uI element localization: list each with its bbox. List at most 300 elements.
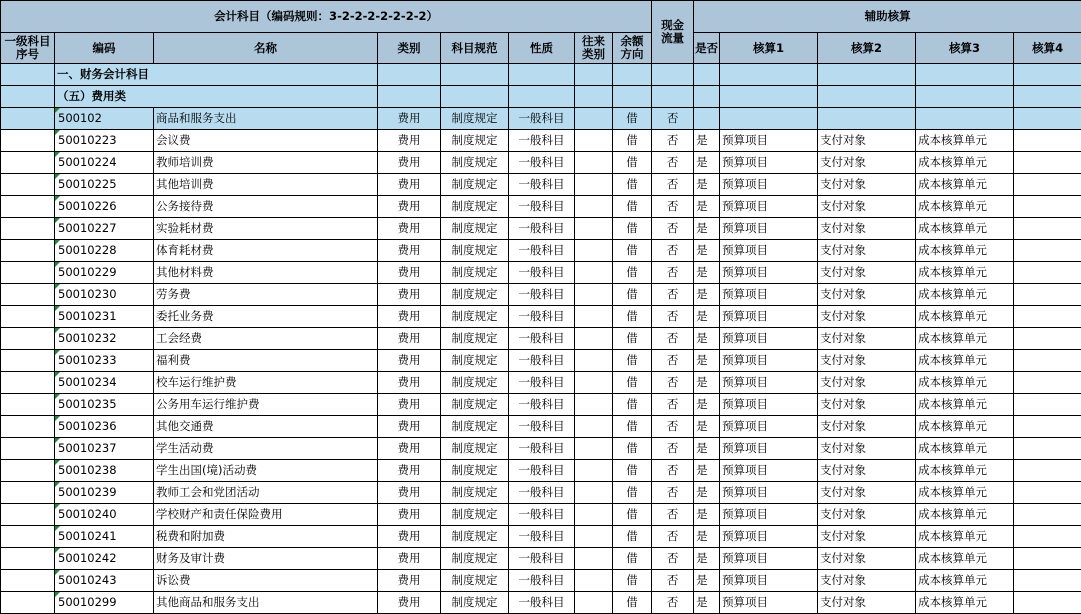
- aux1-cell[interactable]: 预算项目: [720, 438, 818, 460]
- code-cell[interactable]: 50010238: [55, 460, 154, 482]
- category-cell[interactable]: 费用: [378, 592, 441, 614]
- code-cell[interactable]: 50010240: [55, 504, 154, 526]
- code-cell[interactable]: 50010223: [55, 130, 154, 152]
- seq-cell[interactable]: [1, 218, 55, 240]
- aux4-cell[interactable]: [1014, 218, 1081, 240]
- aux-yes-cell[interactable]: 是: [694, 218, 720, 240]
- cash-flow-cell[interactable]: 否: [652, 152, 694, 174]
- seq-cell[interactable]: [1, 328, 55, 350]
- aux4-cell[interactable]: [1014, 548, 1081, 570]
- aux3-cell[interactable]: 成本核算单元: [916, 394, 1014, 416]
- tx-type-cell[interactable]: [575, 372, 613, 394]
- aux3-cell[interactable]: 成本核算单元: [916, 416, 1014, 438]
- aux2-cell[interactable]: 支付对象: [818, 218, 916, 240]
- aux3-cell[interactable]: 成本核算单元: [916, 328, 1014, 350]
- standard-cell[interactable]: 制度规定: [441, 372, 509, 394]
- aux2-cell[interactable]: 支付对象: [818, 482, 916, 504]
- category-cell[interactable]: 费用: [378, 504, 441, 526]
- category-cell[interactable]: 费用: [378, 240, 441, 262]
- aux-yes-cell[interactable]: 是: [694, 196, 720, 218]
- code-cell[interactable]: 50010229: [55, 262, 154, 284]
- aux-yes-cell[interactable]: 是: [694, 372, 720, 394]
- seq-cell[interactable]: [1, 394, 55, 416]
- nature-cell[interactable]: 一般科目: [509, 284, 575, 306]
- aux-yes-cell[interactable]: 是: [694, 504, 720, 526]
- balance-dir-cell[interactable]: 借: [613, 218, 652, 240]
- aux2-cell[interactable]: 支付对象: [818, 284, 916, 306]
- name-cell[interactable]: 税费和附加费: [154, 526, 378, 548]
- cash-flow-cell[interactable]: 否: [652, 130, 694, 152]
- tx-type-cell[interactable]: [575, 526, 613, 548]
- aux4-cell[interactable]: [1014, 372, 1081, 394]
- aux-yes-cell[interactable]: 是: [694, 306, 720, 328]
- tx-type-cell[interactable]: [575, 394, 613, 416]
- nature-cell[interactable]: 一般科目: [509, 416, 575, 438]
- aux1-cell[interactable]: 预算项目: [720, 152, 818, 174]
- aux1-cell[interactable]: 预算项目: [720, 284, 818, 306]
- nature-cell[interactable]: 一般科目: [509, 328, 575, 350]
- seq-cell[interactable]: [1, 372, 55, 394]
- table-row[interactable]: [1, 504, 1081, 526]
- table-row[interactable]: [1, 394, 1081, 416]
- cash-flow-cell[interactable]: 否: [652, 372, 694, 394]
- nature-cell[interactable]: 一般科目: [509, 350, 575, 372]
- table-row[interactable]: [1, 218, 1081, 240]
- aux-yes-cell[interactable]: 是: [694, 284, 720, 306]
- aux-yes-cell[interactable]: 是: [694, 152, 720, 174]
- standard-cell[interactable]: 制度规定: [441, 482, 509, 504]
- cash-flow-cell[interactable]: 否: [652, 438, 694, 460]
- category-cell[interactable]: 费用: [378, 570, 441, 592]
- tx-type-cell[interactable]: [575, 460, 613, 482]
- seq-cell[interactable]: [1, 548, 55, 570]
- aux4-cell[interactable]: [1014, 570, 1081, 592]
- aux2-cell[interactable]: 支付对象: [818, 350, 916, 372]
- aux1-cell[interactable]: 预算项目: [720, 262, 818, 284]
- aux3-cell[interactable]: 成本核算单元: [916, 262, 1014, 284]
- table-row[interactable]: [1, 570, 1081, 592]
- balance-dir-cell[interactable]: 借: [613, 152, 652, 174]
- code-cell[interactable]: 50010227: [55, 218, 154, 240]
- aux4-cell[interactable]: [1014, 394, 1081, 416]
- code-cell[interactable]: 50010299: [55, 592, 154, 614]
- nature-cell[interactable]: 一般科目: [509, 394, 575, 416]
- aux1-cell[interactable]: 预算项目: [720, 328, 818, 350]
- name-cell[interactable]: 学生活动费: [154, 438, 378, 460]
- category-cell[interactable]: 费用: [378, 482, 441, 504]
- code-cell[interactable]: 50010242: [55, 548, 154, 570]
- code-cell[interactable]: 50010224: [55, 152, 154, 174]
- standard-cell[interactable]: 制度规定: [441, 284, 509, 306]
- cash-flow-cell[interactable]: 否: [652, 240, 694, 262]
- tx-type-cell[interactable]: [575, 262, 613, 284]
- code-cell[interactable]: 50010226: [55, 196, 154, 218]
- nature-cell[interactable]: 一般科目: [509, 218, 575, 240]
- aux1-cell[interactable]: 预算项目: [720, 482, 818, 504]
- aux-yes-cell[interactable]: 是: [694, 482, 720, 504]
- standard-cell[interactable]: 制度规定: [441, 152, 509, 174]
- parent-code[interactable]: 500102: [55, 108, 154, 130]
- aux1-cell[interactable]: 预算项目: [720, 460, 818, 482]
- standard-cell[interactable]: 制度规定: [441, 504, 509, 526]
- aux2-cell[interactable]: 支付对象: [818, 130, 916, 152]
- balance-dir-cell[interactable]: 借: [613, 284, 652, 306]
- aux4-cell[interactable]: [1014, 526, 1081, 548]
- code-cell[interactable]: 50010225: [55, 174, 154, 196]
- name-cell[interactable]: 其他交通费: [154, 416, 378, 438]
- category-cell[interactable]: 费用: [378, 394, 441, 416]
- tx-type-cell[interactable]: [575, 570, 613, 592]
- aux2-cell[interactable]: 支付对象: [818, 416, 916, 438]
- aux1-cell[interactable]: 预算项目: [720, 130, 818, 152]
- aux2-cell[interactable]: 支付对象: [818, 174, 916, 196]
- code-cell[interactable]: 50010243: [55, 570, 154, 592]
- category-cell[interactable]: 费用: [378, 328, 441, 350]
- name-cell[interactable]: 教师培训费: [154, 152, 378, 174]
- nature-cell[interactable]: 一般科目: [509, 130, 575, 152]
- tx-type-cell[interactable]: [575, 438, 613, 460]
- balance-dir-cell[interactable]: 借: [613, 394, 652, 416]
- table-row[interactable]: [1, 526, 1081, 548]
- name-cell[interactable]: 公务接待费: [154, 196, 378, 218]
- cash-flow-cell[interactable]: 否: [652, 328, 694, 350]
- seq-cell[interactable]: [1, 262, 55, 284]
- table-row[interactable]: [1, 130, 1081, 152]
- tx-type-cell[interactable]: [575, 416, 613, 438]
- aux4-cell[interactable]: [1014, 196, 1081, 218]
- name-cell[interactable]: 福利费: [154, 350, 378, 372]
- aux2-cell[interactable]: 支付对象: [818, 570, 916, 592]
- aux3-cell[interactable]: 成本核算单元: [916, 306, 1014, 328]
- aux1-cell[interactable]: 预算项目: [720, 174, 818, 196]
- code-cell[interactable]: 50010234: [55, 372, 154, 394]
- tx-type-cell[interactable]: [575, 196, 613, 218]
- balance-dir-cell[interactable]: 借: [613, 526, 652, 548]
- aux2-cell[interactable]: 支付对象: [818, 504, 916, 526]
- aux2-cell[interactable]: 支付对象: [818, 394, 916, 416]
- category-cell[interactable]: 费用: [378, 526, 441, 548]
- aux4-cell[interactable]: [1014, 350, 1081, 372]
- category-cell[interactable]: 费用: [378, 130, 441, 152]
- category-cell[interactable]: 费用: [378, 174, 441, 196]
- aux2-cell[interactable]: 支付对象: [818, 526, 916, 548]
- table-row[interactable]: [1, 548, 1081, 570]
- nature-cell[interactable]: 一般科目: [509, 372, 575, 394]
- table-row[interactable]: [1, 174, 1081, 196]
- seq-cell[interactable]: [1, 438, 55, 460]
- nature-cell[interactable]: 一般科目: [509, 548, 575, 570]
- name-cell[interactable]: 体育耗材费: [154, 240, 378, 262]
- category-cell[interactable]: 费用: [378, 548, 441, 570]
- aux4-cell[interactable]: [1014, 460, 1081, 482]
- cash-flow-cell[interactable]: 否: [652, 482, 694, 504]
- balance-dir-cell[interactable]: 借: [613, 306, 652, 328]
- aux3-cell[interactable]: 成本核算单元: [916, 570, 1014, 592]
- standard-cell[interactable]: 制度规定: [441, 416, 509, 438]
- aux4-cell[interactable]: [1014, 416, 1081, 438]
- table-row[interactable]: [1, 328, 1081, 350]
- cash-flow-cell[interactable]: 否: [652, 570, 694, 592]
- aux1-cell[interactable]: 预算项目: [720, 394, 818, 416]
- category-cell[interactable]: 费用: [378, 196, 441, 218]
- nature-cell[interactable]: 一般科目: [509, 526, 575, 548]
- aux1-cell[interactable]: 预算项目: [720, 548, 818, 570]
- seq-cell[interactable]: [1, 240, 55, 262]
- name-cell[interactable]: 工会经费: [154, 328, 378, 350]
- aux1-cell[interactable]: 预算项目: [720, 196, 818, 218]
- aux3-cell[interactable]: 成本核算单元: [916, 284, 1014, 306]
- cash-flow-cell[interactable]: 否: [652, 262, 694, 284]
- seq-cell[interactable]: [1, 504, 55, 526]
- balance-dir-cell[interactable]: 借: [613, 240, 652, 262]
- category-cell[interactable]: 费用: [378, 350, 441, 372]
- nature-cell[interactable]: 一般科目: [509, 240, 575, 262]
- aux3-cell[interactable]: 成本核算单元: [916, 152, 1014, 174]
- aux3-cell[interactable]: 成本核算单元: [916, 196, 1014, 218]
- standard-cell[interactable]: 制度规定: [441, 570, 509, 592]
- aux4-cell[interactable]: [1014, 328, 1081, 350]
- tx-type-cell[interactable]: [575, 548, 613, 570]
- tx-type-cell[interactable]: [575, 306, 613, 328]
- balance-dir-cell[interactable]: 借: [613, 460, 652, 482]
- name-cell[interactable]: 校车运行维护费: [154, 372, 378, 394]
- seq-cell[interactable]: [1, 152, 55, 174]
- table-row[interactable]: [1, 284, 1081, 306]
- nature-cell[interactable]: 一般科目: [509, 460, 575, 482]
- aux4-cell[interactable]: [1014, 240, 1081, 262]
- code-cell[interactable]: 50010239: [55, 482, 154, 504]
- cash-flow-cell[interactable]: 否: [652, 504, 694, 526]
- name-cell[interactable]: 其他商品和服务支出: [154, 592, 378, 614]
- category-cell[interactable]: 费用: [378, 284, 441, 306]
- balance-dir-cell[interactable]: 借: [613, 372, 652, 394]
- seq-cell[interactable]: [1, 174, 55, 196]
- cash-flow-cell[interactable]: 否: [652, 174, 694, 196]
- code-cell[interactable]: 50010236: [55, 416, 154, 438]
- balance-dir-cell[interactable]: 借: [613, 416, 652, 438]
- nature-cell[interactable]: 一般科目: [509, 438, 575, 460]
- standard-cell[interactable]: 制度规定: [441, 240, 509, 262]
- balance-dir-cell[interactable]: 借: [613, 174, 652, 196]
- aux-yes-cell[interactable]: 是: [694, 130, 720, 152]
- seq-cell[interactable]: [1, 284, 55, 306]
- aux2-cell[interactable]: 支付对象: [818, 306, 916, 328]
- standard-cell[interactable]: 制度规定: [441, 262, 509, 284]
- aux1-cell[interactable]: 预算项目: [720, 306, 818, 328]
- aux2-cell[interactable]: 支付对象: [818, 152, 916, 174]
- seq-cell[interactable]: [1, 416, 55, 438]
- name-cell[interactable]: 委托业务费: [154, 306, 378, 328]
- aux3-cell[interactable]: 成本核算单元: [916, 174, 1014, 196]
- balance-dir-cell[interactable]: 借: [613, 350, 652, 372]
- tx-type-cell[interactable]: [575, 130, 613, 152]
- aux3-cell[interactable]: 成本核算单元: [916, 218, 1014, 240]
- table-row[interactable]: [1, 592, 1081, 614]
- cash-flow-cell[interactable]: 否: [652, 416, 694, 438]
- aux3-cell[interactable]: 成本核算单元: [916, 504, 1014, 526]
- aux3-cell[interactable]: 成本核算单元: [916, 350, 1014, 372]
- nature-cell[interactable]: 一般科目: [509, 174, 575, 196]
- aux-yes-cell[interactable]: 是: [694, 570, 720, 592]
- standard-cell[interactable]: 制度规定: [441, 394, 509, 416]
- seq-cell[interactable]: [1, 196, 55, 218]
- cash-flow-cell[interactable]: 否: [652, 284, 694, 306]
- aux-yes-cell[interactable]: 是: [694, 416, 720, 438]
- aux3-cell[interactable]: 成本核算单元: [916, 460, 1014, 482]
- tx-type-cell[interactable]: [575, 152, 613, 174]
- name-cell[interactable]: 其他材料费: [154, 262, 378, 284]
- seq-cell[interactable]: [1, 482, 55, 504]
- aux4-cell[interactable]: [1014, 592, 1081, 614]
- code-cell[interactable]: 50010235: [55, 394, 154, 416]
- aux3-cell[interactable]: 成本核算单元: [916, 548, 1014, 570]
- nature-cell[interactable]: 一般科目: [509, 570, 575, 592]
- nature-cell[interactable]: 一般科目: [509, 504, 575, 526]
- balance-dir-cell[interactable]: 借: [613, 328, 652, 350]
- tx-type-cell[interactable]: [575, 592, 613, 614]
- aux2-cell[interactable]: 支付对象: [818, 262, 916, 284]
- aux1-cell[interactable]: 预算项目: [720, 218, 818, 240]
- cash-flow-cell[interactable]: 否: [652, 548, 694, 570]
- aux4-cell[interactable]: [1014, 174, 1081, 196]
- tx-type-cell[interactable]: [575, 504, 613, 526]
- table-row[interactable]: [1, 416, 1081, 438]
- nature-cell[interactable]: 一般科目: [509, 262, 575, 284]
- aux-yes-cell[interactable]: 是: [694, 394, 720, 416]
- balance-dir-cell[interactable]: 借: [613, 504, 652, 526]
- category-cell[interactable]: 费用: [378, 416, 441, 438]
- aux-yes-cell[interactable]: 是: [694, 548, 720, 570]
- seq-cell[interactable]: [1, 526, 55, 548]
- standard-cell[interactable]: 制度规定: [441, 130, 509, 152]
- aux1-cell[interactable]: 预算项目: [720, 504, 818, 526]
- aux1-cell[interactable]: 预算项目: [720, 526, 818, 548]
- seq-cell[interactable]: [1, 570, 55, 592]
- aux3-cell[interactable]: 成本核算单元: [916, 438, 1014, 460]
- name-cell[interactable]: 劳务费: [154, 284, 378, 306]
- nature-cell[interactable]: 一般科目: [509, 482, 575, 504]
- table-row[interactable]: [1, 240, 1081, 262]
- aux-yes-cell[interactable]: 是: [694, 592, 720, 614]
- table-row[interactable]: [1, 152, 1081, 174]
- aux2-cell[interactable]: 支付对象: [818, 196, 916, 218]
- aux3-cell[interactable]: 成本核算单元: [916, 130, 1014, 152]
- aux2-cell[interactable]: 支付对象: [818, 548, 916, 570]
- aux-yes-cell[interactable]: 是: [694, 350, 720, 372]
- parent-name[interactable]: 商品和服务支出: [154, 108, 378, 130]
- aux4-cell[interactable]: [1014, 438, 1081, 460]
- nature-cell[interactable]: 一般科目: [509, 196, 575, 218]
- aux4-cell[interactable]: [1014, 504, 1081, 526]
- table-row[interactable]: [1, 438, 1081, 460]
- code-cell[interactable]: 50010233: [55, 350, 154, 372]
- name-cell[interactable]: 财务及审计费: [154, 548, 378, 570]
- aux4-cell[interactable]: [1014, 152, 1081, 174]
- balance-dir-cell[interactable]: 借: [613, 548, 652, 570]
- code-cell[interactable]: 50010232: [55, 328, 154, 350]
- aux-yes-cell[interactable]: 是: [694, 240, 720, 262]
- aux1-cell[interactable]: 预算项目: [720, 372, 818, 394]
- table-row[interactable]: [1, 306, 1081, 328]
- cash-flow-cell[interactable]: 否: [652, 196, 694, 218]
- name-cell[interactable]: 其他培训费: [154, 174, 378, 196]
- table-row[interactable]: [1, 196, 1081, 218]
- aux4-cell[interactable]: [1014, 482, 1081, 504]
- name-cell[interactable]: 学生出国(境)活动费: [154, 460, 378, 482]
- aux3-cell[interactable]: 成本核算单元: [916, 592, 1014, 614]
- name-cell[interactable]: 实验耗材费: [154, 218, 378, 240]
- table-row[interactable]: [1, 350, 1081, 372]
- name-cell[interactable]: 会议费: [154, 130, 378, 152]
- cash-flow-cell[interactable]: 否: [652, 460, 694, 482]
- code-cell[interactable]: 50010231: [55, 306, 154, 328]
- code-cell[interactable]: 50010230: [55, 284, 154, 306]
- seq-cell[interactable]: [1, 350, 55, 372]
- standard-cell[interactable]: 制度规定: [441, 196, 509, 218]
- aux-yes-cell[interactable]: 是: [694, 526, 720, 548]
- balance-dir-cell[interactable]: 借: [613, 130, 652, 152]
- parent-account-row[interactable]: 500102 商品和服务支出 费用 制度规定 一般科目 借 否: [1, 108, 1081, 130]
- standard-cell[interactable]: 制度规定: [441, 328, 509, 350]
- balance-dir-cell[interactable]: 借: [613, 196, 652, 218]
- category-cell[interactable]: 费用: [378, 152, 441, 174]
- aux1-cell[interactable]: 预算项目: [720, 350, 818, 372]
- category-cell[interactable]: 费用: [378, 372, 441, 394]
- category-cell[interactable]: 费用: [378, 306, 441, 328]
- tx-type-cell[interactable]: [575, 350, 613, 372]
- standard-cell[interactable]: 制度规定: [441, 592, 509, 614]
- seq-cell[interactable]: [1, 306, 55, 328]
- category-cell[interactable]: 费用: [378, 218, 441, 240]
- aux2-cell[interactable]: 支付对象: [818, 240, 916, 262]
- aux3-cell[interactable]: 成本核算单元: [916, 372, 1014, 394]
- table-row[interactable]: [1, 482, 1081, 504]
- tx-type-cell[interactable]: [575, 174, 613, 196]
- aux1-cell[interactable]: 预算项目: [720, 240, 818, 262]
- aux3-cell[interactable]: 成本核算单元: [916, 240, 1014, 262]
- aux-yes-cell[interactable]: 是: [694, 262, 720, 284]
- seq-cell[interactable]: [1, 460, 55, 482]
- tx-type-cell[interactable]: [575, 284, 613, 306]
- tx-type-cell[interactable]: [575, 240, 613, 262]
- category-cell[interactable]: 费用: [378, 460, 441, 482]
- cash-flow-cell[interactable]: 否: [652, 592, 694, 614]
- nature-cell[interactable]: 一般科目: [509, 152, 575, 174]
- aux-yes-cell[interactable]: 是: [694, 174, 720, 196]
- aux3-cell[interactable]: 成本核算单元: [916, 482, 1014, 504]
- balance-dir-cell[interactable]: 借: [613, 262, 652, 284]
- tx-type-cell[interactable]: [575, 482, 613, 504]
- name-cell[interactable]: 诉讼费: [154, 570, 378, 592]
- code-cell[interactable]: 50010237: [55, 438, 154, 460]
- aux2-cell[interactable]: 支付对象: [818, 328, 916, 350]
- aux4-cell[interactable]: [1014, 130, 1081, 152]
- standard-cell[interactable]: 制度规定: [441, 174, 509, 196]
- aux3-cell[interactable]: 成本核算单元: [916, 526, 1014, 548]
- balance-dir-cell[interactable]: 借: [613, 570, 652, 592]
- seq-cell[interactable]: [1, 130, 55, 152]
- name-cell[interactable]: 学校财产和责任保险费用: [154, 504, 378, 526]
- standard-cell[interactable]: 制度规定: [441, 218, 509, 240]
- standard-cell[interactable]: 制度规定: [441, 306, 509, 328]
- cash-flow-cell[interactable]: 否: [652, 218, 694, 240]
- standard-cell[interactable]: 制度规定: [441, 526, 509, 548]
- aux1-cell[interactable]: 预算项目: [720, 416, 818, 438]
- seq-cell[interactable]: [1, 592, 55, 614]
- code-cell[interactable]: 50010241: [55, 526, 154, 548]
- code-cell[interactable]: 50010228: [55, 240, 154, 262]
- tx-type-cell[interactable]: [575, 328, 613, 350]
